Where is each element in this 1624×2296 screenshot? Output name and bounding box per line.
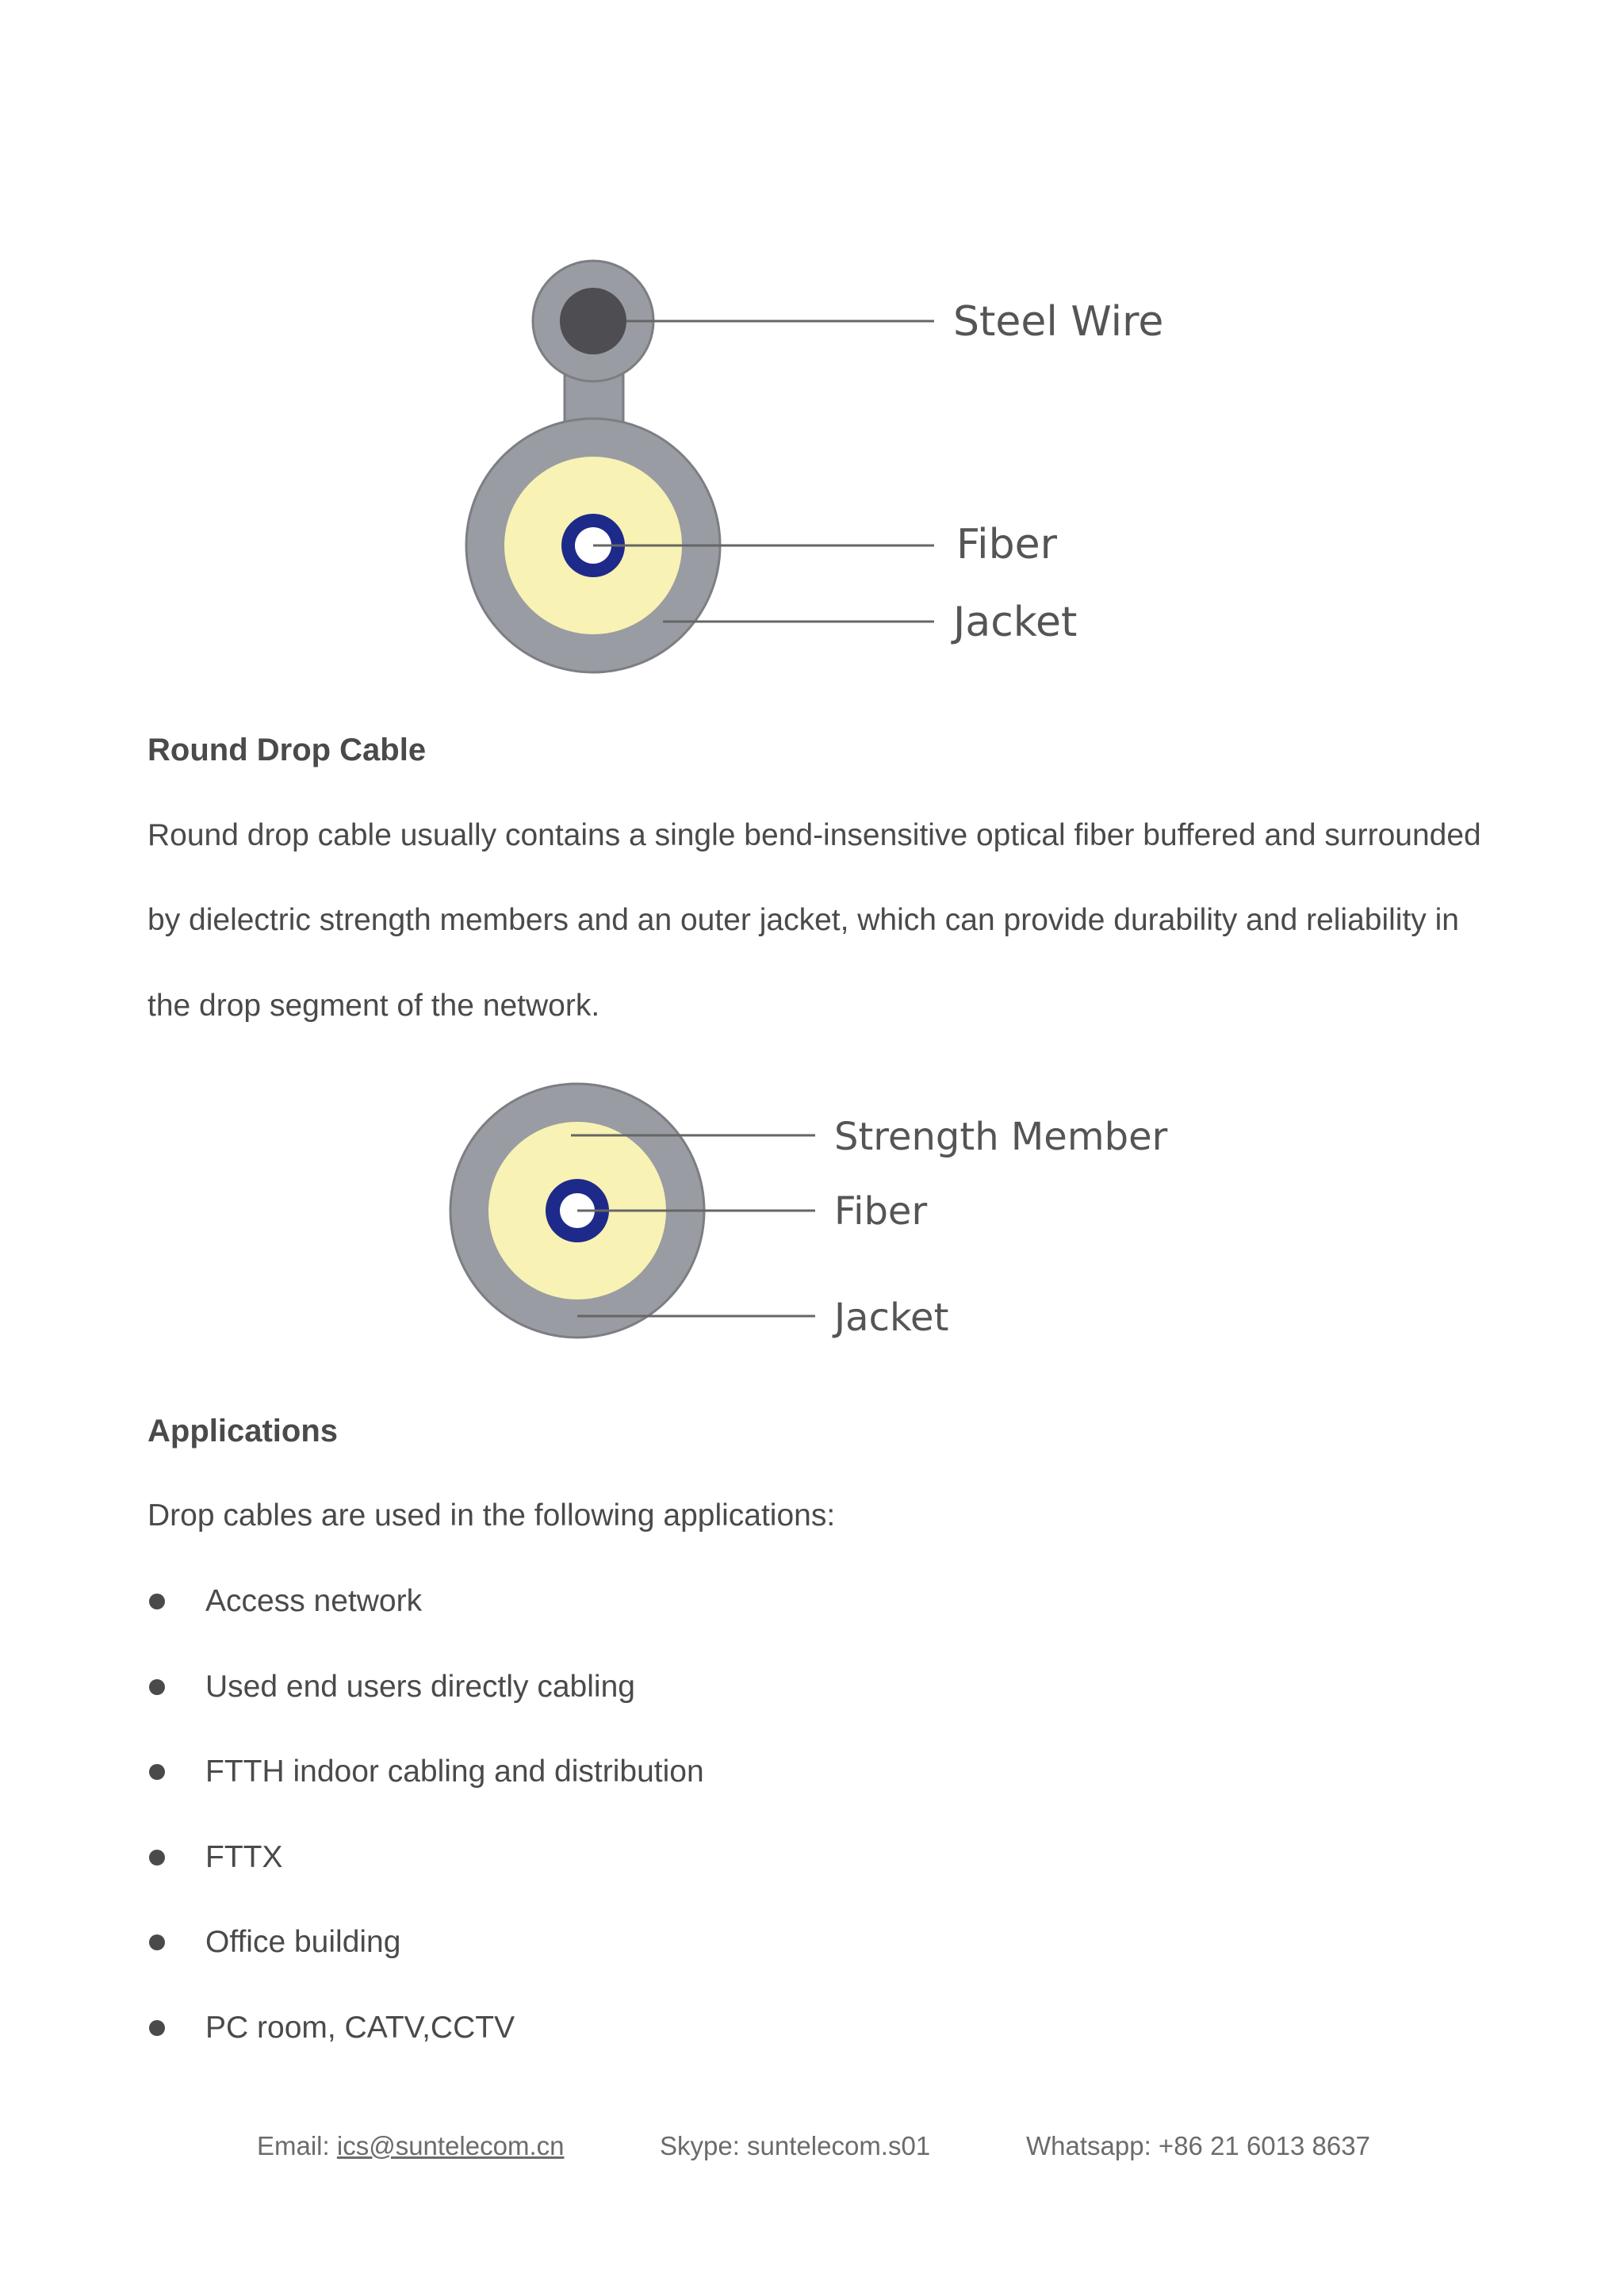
list-item-text: PC room, CATV,CCTV — [205, 2010, 515, 2045]
jacket-label: Jacket — [953, 599, 1078, 646]
paragraph-line-2: by dielectric strength members and an outer jacket, which can provide durability and reliability in — [147, 903, 1459, 937]
bullet-icon — [149, 1934, 165, 1950]
fiber-label: Fiber — [834, 1189, 928, 1234]
strength-member-label: Strength Member — [834, 1115, 1168, 1159]
page-footer — [0, 2127, 1624, 2165]
bullet-icon — [149, 1764, 165, 1780]
footer-whatsapp: Whatsapp: +86 21 6013 8637 — [1026, 2131, 1370, 2160]
round-cable-diagram — [444, 1070, 1174, 1348]
list-item — [147, 1668, 704, 1754]
bullet-icon — [149, 1594, 165, 1609]
list-item — [147, 1753, 704, 1839]
footer-email — [257, 2127, 564, 2165]
paragraph-line-1: Round drop cable usually contains a single bend-insensitive optical fiber buffered and surrounded — [147, 818, 1481, 852]
list-item-text: Used end users directly cabling — [205, 1669, 635, 1704]
list-item — [147, 1923, 704, 2009]
figure8-cable-diagram — [460, 254, 1189, 682]
jacket-label: Jacket — [834, 1295, 949, 1340]
steel-wire-label: Steel Wire — [953, 298, 1164, 346]
list-item — [147, 2009, 704, 2095]
list-item-text: Office building — [205, 1925, 401, 1959]
list-item-text: FTTX — [205, 1839, 283, 1874]
applications-intro: Drop cables are used in the following applications: — [147, 1498, 836, 1533]
footer-skype: Skype: suntelecom.s01 — [660, 2131, 931, 2160]
bullet-icon — [149, 1850, 165, 1866]
list-item — [147, 1839, 704, 1924]
bullet-icon — [149, 1679, 165, 1695]
applications-heading: Applications — [147, 1414, 339, 1448]
fiber-label: Fiber — [956, 521, 1057, 568]
applications-list — [147, 1582, 704, 2094]
email-label: Email: — [257, 2131, 337, 2160]
list-item-text: Access network — [205, 1584, 423, 1618]
steel-wire-core — [560, 288, 626, 354]
list-item — [147, 1582, 704, 1668]
paragraph-line-3: the drop segment of the network. — [147, 989, 600, 1023]
bullet-icon — [149, 2020, 165, 2036]
round-drop-cable-heading: Round Drop Cable — [147, 733, 427, 767]
email-link[interactable]: ics@suntelecom.cn — [336, 2131, 565, 2160]
list-item-text: FTTH indoor cabling and distribution — [205, 1755, 704, 1789]
